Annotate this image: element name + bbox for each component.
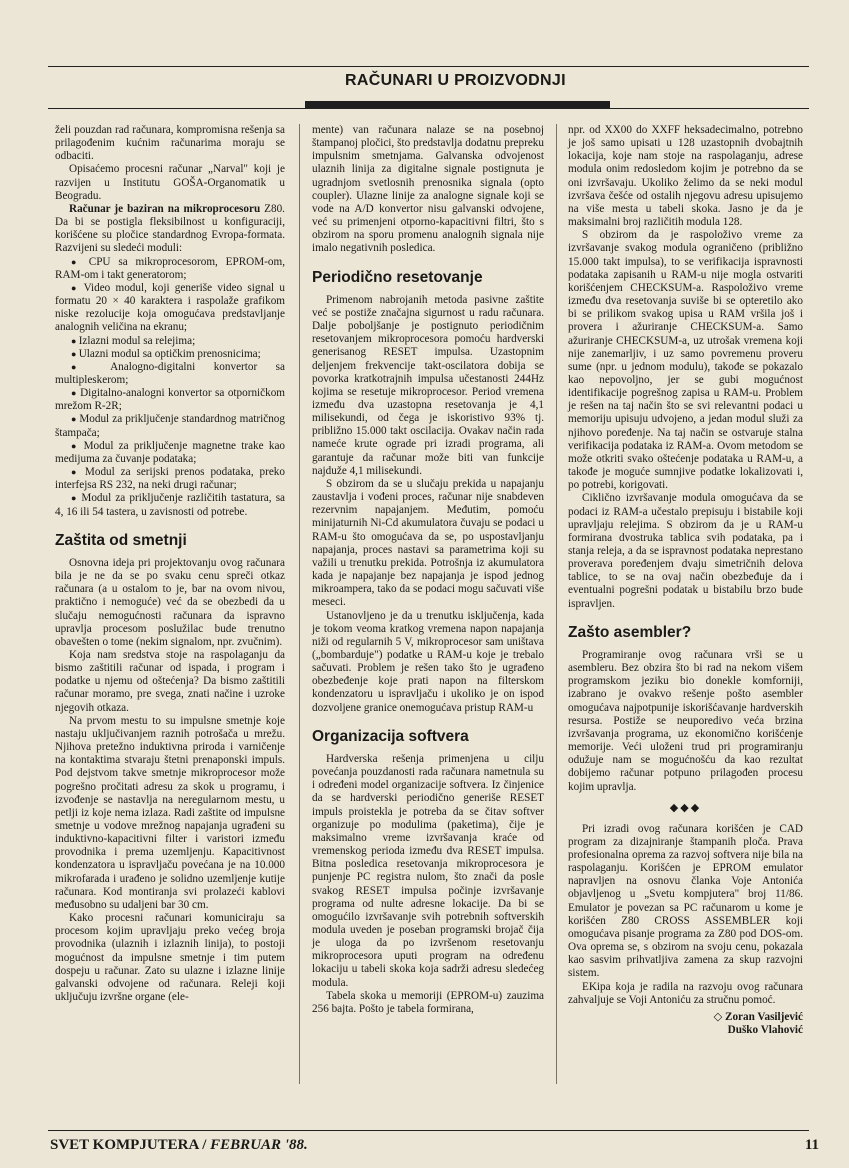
magazine-name: SVET KOMPJUTERA /	[50, 1137, 207, 1153]
paragraph: mente) van računara nalaze se na posebnoj štampanoj pločici, što predstavlja dodatnu prepreku impulsnim smetnjama. Galvanska odvojenost ulaznih linija za digitalne signale postignuta je ugradnjom svetlosnih prenosnika signala (opto coupler). Ulazne linije za analogne signale koji se vode na A/D konvertor nisu galvanski odvojene, već su primenjeni otporno-kapacitivni filtri, što s obzirom na sporu promenu analognih signala nije imalo negativnih posledica.	[312, 124, 544, 255]
paragraph: Tabela skoka u memoriji (EPROM-u) zauzima 256 bajta. Pošto je tabela formirana,	[312, 989, 544, 1015]
subheading-organizacija-softvera: Organizacija softvera	[312, 727, 469, 745]
list-item: ● Izlazni modul sa relejima;	[55, 335, 285, 348]
paragraph: Primenom nabrojanih metoda pasivne zaštite već se postiže značajna sigurnost u radu računara. Dalje poboljšanje je postignuto periodičnim resetovanjem mikroprocesora pomoću hardverski generisanog RESET impulsa. Uzastopnim deljenjem frekvencije takt-oscilatora dobija se povorka kratkotrajnih impulsa učestanosti 244Hz kojima se resetuje mikroprocesor. Period vremena između dva uzastopna resetovanja je 4,1 milisekundi, od čega je iskoristivo 93% tj. približno 15.000 takt oscilacija. Ovakav način rada nameće krute ograde pri izradi programa, ali garantuje da računar može biti van funkcije najduže 4,1 milisekundi.	[312, 293, 544, 477]
list-item: ● Modul za priključenje standardnog matričnog štampača;	[55, 413, 285, 439]
article-column-1	[55, 124, 285, 1004]
paragraph	[55, 203, 285, 256]
paragraph: Pri izradi ovog računara korišćen je CAD program za dizajniranje štampanih ploča. Prava profesionalna oprema za razvoj softvera nije bila na raspolaganju. Korišćen je EPROM emulator napravljen na osnovu članka Voje Antonića objavljenog u „Svetu kompjutera" broj 11/86. Emulator je povezan sa PC računarom u kome je korišćen Z80 CROSS ASSEMBLER koji omogućava pisanje programa za Z80 pod DOS-om. Ova oprema se, s obzirom na svoju cenu, pokazala kao sasvim prihvatljiva zamena za skup razvojni sistem.	[568, 822, 803, 980]
subheading-zastita: Zaštita od smetnji	[55, 531, 187, 549]
subheading-zasto-asembler: Zašto asembler?	[568, 623, 692, 641]
footer-magazine	[50, 1137, 308, 1154]
paragraph: Opisaćemo procesni računar „Narval" koji je razvijen u Institutu GOŠA-Organomatik u Beogradu.	[55, 163, 285, 202]
list-item: ● Modul za priključenje različitih tastatura, sa 4, 16 ili 54 tastera, u zavisnosti od potrebe.	[55, 492, 285, 518]
list-item: ● Modul za serijski prenos podataka, preko interfejsa RS 232, na neki drugi računar;	[55, 466, 285, 492]
section-title-bar	[305, 101, 610, 108]
header-rule	[48, 108, 809, 109]
author-name: Duško Vlahović	[727, 1023, 803, 1036]
author-credits	[568, 1011, 803, 1037]
paragraph: Ciklično izvršavanje modula omogućava da se podaci iz RAM-a učestalo prepisuju i bistabile koji upravljaju relejima. S obzirom da je u RAM-u formirana dvostruka tablica svih podataka, pa i stanja releja, a da se ispravnost podataka neprestano proverava poređenjem dvaju simetričnih delova tablice, to se na ovaj način obezbeđuje da i eventualni pogrešni podatak u bistabilu brzo bude ispravljen.	[568, 492, 803, 610]
paragraph: Kako procesni računari komuniciraju sa procesom kojim upravljaju preko većeg broja provodnika (ulaznih i izlaznih linija), to postoji mogućnost da impulsne smetnje i tim putem dospeju u računar. Zato su ulazne i izlazne linije galvanski odvojene od računara. Releji koji uključuju izvršne organe (ele-	[55, 912, 285, 1004]
page-number: 11	[804, 1137, 819, 1153]
paragraph: Hardverska rešenja primenjena u cilju povećanja pouzdanosti rada računara nametnula su i određeni model organizacije softvera. Iz činjenice da se hardverski periodično generiše RESET impuls proistekla je potreba da se čitav softver organizuje po modulima (paketima), čije je maksimalno vreme izvršavanja kraće od vremenskog perioda između dva RESET impulsa. Bitna posledica resetovanja mikroprocesora je punjenje PC registra nulom, što znači da posle svakog RESET impulsa počinje izvršavanje programa od nulte adresne lokacije. Da bi se omogućilo izvršavanje svih potrebnih softverskih modula uveden je poseban programski brojač čija je uloga da po izvršenom resetovanju mikroprocesora uputi program na određenu lokaciju u tabeli skoka koja sadrži adresu sledećeg modula.	[312, 752, 544, 989]
paragraph: S obzirom da se u slučaju prekida u napajanju zaustavlja i vođeni proces, računar nije snabdeven rezervnim napajanjem. Međutim, pomoću minijaturnih Ni-Cd akumulatora čuvaju se podaci u RAM-u što omogućava da se, po uspostavljanju napajanja, proces nastavi sa parametrima koji su važili u trenutku prekida. Potrošnja iz akumulatora kada je napajanje bez napajanja je ispod jednog mikroampera, tako da se podaci mogu sačuvati više meseci.	[312, 477, 544, 609]
subheading-periodicno-resetovanje: Periodično resetovanje	[312, 268, 483, 286]
paragraph: npr. od XX00 do XXFF heksadecimalno, potrebno je još samo upisati u 128 uzastopnih dvobajtnih lokacija, koje nam stoje na raspolaganju, adrese modula onim redosledom kojim je potrebno da se oni izvršavaju. Ukoliko želimo da se neki modul izvršava češće od ostalih njegovu adresu upisujemo na više mesta u tabeli skoka. Jasno je da je maksimalni broj različitih modula 128.	[568, 124, 803, 229]
paragraph: EKipa koja je radila na razvoju ovog računara zahvaljuje se Voji Antoniću za stručnu pomoć.	[568, 980, 803, 1006]
list-item: ● Analogno-digitalni konvertor sa multipleskerom;	[55, 361, 285, 387]
list-item: ● Digitalno-analogni konvertor sa otporničkom mrežom R-2R;	[55, 387, 285, 413]
list-item: ● Ulazni modul sa optičkim prenosnicima;	[55, 348, 285, 361]
list-item: ● Video modul, koji generiše video signal u formatu 20 × 40 karaktera i raspolaže grafikom niske rezolucije koja omogućava predstavljanje analognih veličina na ekranu;	[55, 282, 285, 335]
paragraph: Osnovna ideja pri projektovanju ovog računara bila je ne da se po svaku cenu spreči otkaz računara (a u ostalom to je, bar na ovom nivou, praktično i nemoguće) već da se obezbedi da u slučaju nemogućnosti računara da ispravno upravlja procesom poslužilac bude trenutno obavešten o tome (nekim signalom, npr. zvučnim).	[55, 556, 285, 648]
column-divider-1	[299, 124, 300, 1084]
paragraph: S obzirom da je raspoloživo vreme za izvršavanje svakog modula ograničeno (približno 15.000 takt impulsa), to se verifikacija ispravnosti podataka zapisanih u RAM-u nije mogla ostvariti korišćenjem CHECKSUM-a. Raspoloživo vreme između dva resetovanja suviše bi se opteretilo ako bi se prilikom svakog upisa u RAM vršila još i provera i ažuriranje CHECKSUM-a. Samo ažuriranje CHECKSUM-a, uz utrošak vremena koji nije zanemarljiv, i uz samo povremenu proveru sume (npr. u jednom modulu), takođe se pokazalo kao nepovoljno, jer se gubi mogućnost identifikacije pogrešnog zapisa u RAM-u. Problem je rešen na taj način što se svi relevantni podaci u memoriju upisuju udvojeno, a jedan modul služi za njihovo poređenje. Na taj način se ostvaruje stalna verifikacija podataka iz RAM-a. Ovom metodom se može otkriti svako oštećenje podataka u RAM-u, a takođe je moguće sumnjive podatke lokalizovati i, po potrebi, korigovati.	[568, 229, 803, 492]
module-list	[55, 256, 285, 519]
section-title: RAČUNARI U PROIZVODNJI	[345, 72, 566, 89]
top-rule	[48, 66, 809, 67]
article-column-3	[568, 124, 803, 1037]
paragraph: Koja nam sredstva stoje na raspolaganju da bismo zaštitili računar od ispada, i program i podatke u njemu od oštećenja? Da bismo zaštitili računar moramo, pre svega, znati načine i uzroke njegovih otkaza.	[55, 648, 285, 714]
author-name: ◇ Zoran Vasiljević	[713, 1010, 803, 1023]
bold-lead: Računar je baziran na mikroprocesoru	[69, 202, 261, 215]
article-column-2	[312, 124, 544, 1016]
paragraph: Na prvom mestu to su impulsne smetnje koje nastaju uključivanjem raznih potrošača u mrežu. Njihova pretežno induktivna priroda i varničenje na kontaktima stvaraju štetni prenaponski impuls. Pod dejstvom takve smetnje mikroprocesor može pogrešno pročitati adresu za skok u programu, i izvođenje se nastavlja na neregularnom mestu, u petlji iz koje nema izlaza. Radi zaštite od impulsne smetnje u vodove mrežnog napajanja ugrađeni su induktivno-kapacitivni filter i varistori između provodnika i prema uzemljenju. Kapacitivnost kondenzatora u ispravljaču povećana je na 10.000 mikrofarada i urađeno je solidno uzemljenje kutije računara. Kod montiranja svi prolazeći kablovi međusobno su udaljeni bar 30 cm.	[55, 714, 285, 911]
list-item: ● CPU sa mikroprocesorom, EPROM-om, RAM-om i takt generatorom;	[55, 256, 285, 282]
list-item: ● Modul za priključenje magnetne trake kao medijuma za čuvanje podataka;	[55, 440, 285, 466]
footer-rule	[48, 1130, 809, 1131]
paragraph-text: Z80. Da bi se postigla fleksibilnost u konfiguraciji, korišćene su pločice standardnog Evropa-formata. Razvijeni su sledeći moduli:	[55, 202, 285, 255]
diamond-separator-icon: ◆◆◆	[669, 801, 702, 814]
column-divider-2	[556, 124, 557, 1084]
issue-date: FEBRUAR '88.	[210, 1137, 308, 1153]
paragraph: Programiranje ovog računara vrši se u asembleru. Bez obzira što bi rad na nekom višem programskom jeziku bio donekle komforniji, izabrano je ovakvo rešenje pošto asembler omogućava najpotpunije iskorišćavanje hardverskih resursa. Postiže se neuporedivo veća brzina izvršavanja programa, uz ekonomično korišćenje memorije. Veći uloženi trud pri programiranju odužuje nam se mogućnošću da kao rezultat dobijemo računar potpuno prilagođen procesu kojim upravlja.	[568, 648, 803, 793]
paragraph: Ustanovljeno je da u trenutku isključenja, kada je tokom veoma kratkog vremena napon napajanja niži od regularnih 5 V, mikroprocesor sam uništava („bombarduje") podatke u RAM-u koje je trebalo sačuvati. Problem je rešen tako što je ugrađeno obezbeđenje koje prati napon na filterskom kondenzatoru u ispravljaču i ukoliko je on ispod dozvoljene granice onemogućava pristup RAM-u	[312, 609, 544, 714]
paragraph: želi pouzdan rad računara, kompromisna rešenja sa prilagođenim kućnim računarima moraju se odbaciti.	[55, 124, 285, 163]
